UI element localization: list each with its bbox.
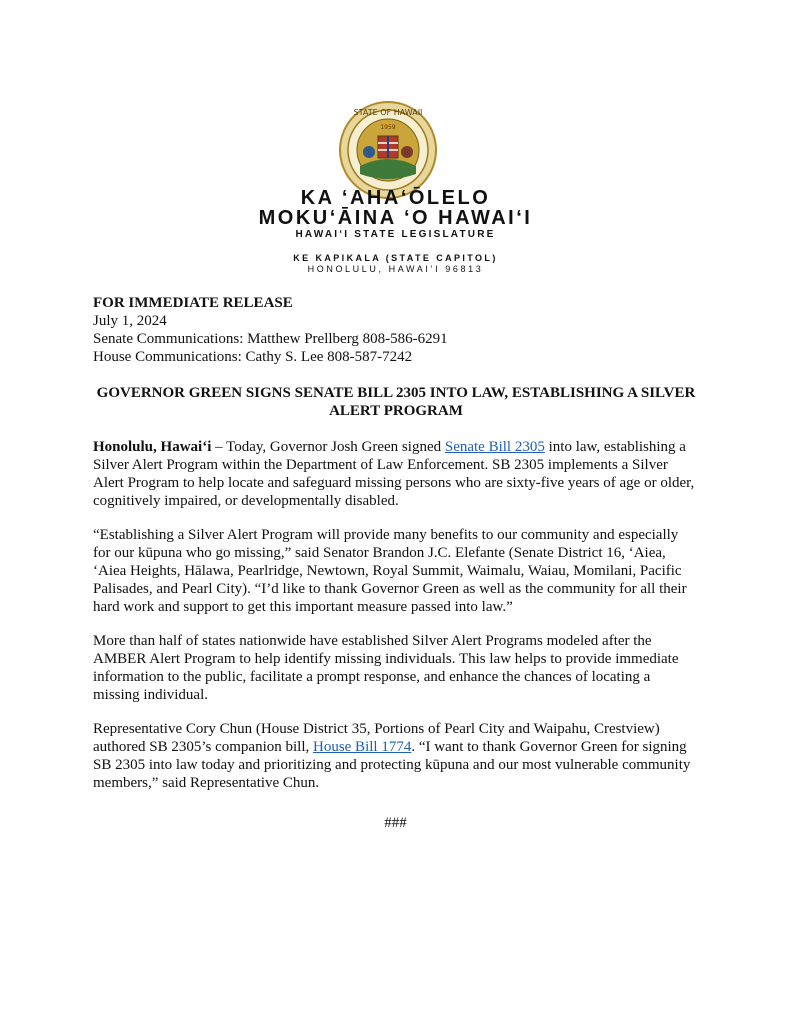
seal-year-text: 1959: [380, 124, 396, 131]
seal-top-text: STATE OF HAWAII: [353, 108, 423, 117]
headline: GOVERNOR GREEN SIGNS SENATE BILL 2305 INTO LAW, ESTABLISHING A SILVER ALERT PROGRAM: [96, 385, 696, 419]
legislature-name-hawaiian-line1: KA ‘AHA‘ŌLELO: [300, 187, 491, 209]
address-line-2: HONOLULU, HAWAI‘I 96813: [307, 264, 484, 274]
address-line-1: KE KAPIKALA (STATE CAPITOL): [293, 253, 498, 263]
senate-contact: Senate Communications: Matthew Prellberg 808-586-6291: [93, 331, 448, 347]
release-label: FOR IMMEDIATE RELEASE: [93, 295, 293, 311]
legislature-name-hawaiian-line2: MOKU‘ĀINA ‘O HAWAI‘I: [258, 207, 533, 229]
background-text: More than half of states nationwide have established Silver Alert Programs modeled after the AMBER Alert Program to help identify missing individuals. This law helps to provide immediate information to the public, facilitate a prompt response, and enhance the chances of locating a missing individual.: [93, 633, 679, 703]
house-contact: House Communications: Cathy S. Lee 808-587-7242: [93, 349, 413, 365]
paragraph-3: [93, 632, 699, 704]
paragraph-1-text-b: into law, establishing a Silver Alert Program within the Department of Law Enforcement. SB 2305 implements a Silver Alert Program to help locate and safeguard missing persons who are sixty-five years of age or older, cognitively impaired, or developmentally disabled.: [93, 439, 695, 509]
senate-bill-link[interactable]: Senate Bill 2305: [444, 439, 545, 455]
release-info: [93, 294, 699, 366]
dateline: Honolulu, Hawai‘i: [93, 439, 212, 455]
paragraph-1-text-a: – Today, Governor Josh Green signed: [211, 439, 445, 455]
end-mark: ###: [384, 815, 407, 831]
house-bill-link[interactable]: House Bill 1774: [312, 739, 412, 755]
paragraph-4-text-b: . “I want to thank Governor Green for signing SB 2305 into law today and prioritizing and protecting kūpuna and our most vulnerable community members,” said Representative Chun.: [93, 739, 691, 791]
release-date: July 1, 2024: [93, 313, 167, 329]
paragraph-4: [93, 720, 699, 792]
paragraph-4-text-a: Representative Cory Chun (House District 35, Portions of Pearl City and Waipahu, Crestview) authored SB 2305’s companion bill,: [93, 721, 660, 755]
paragraph-1: [93, 438, 699, 510]
legislature-name-english: HAWAI‘I STATE LEGISLATURE: [295, 229, 496, 240]
senator-quote: “Establishing a Silver Alert Program will provide many benefits to our community and especially for our kūpuna who go missing,” said Senator Brandon J.C. Elefante (Senate District 16, ‘Aiea, ‘Aiea Heights, Hālawa, Pearlridge, Newtown, Royal Summit, Waimalu, Waiau, Momilani, Pacific Palisades, and Pearl City). “I’d like to thank Governor Green as well as the community for all their hard work and support to get this important measure passed into law.”: [93, 527, 687, 615]
paragraph-2: [93, 526, 699, 616]
state-seal-icon: [338, 100, 438, 200]
